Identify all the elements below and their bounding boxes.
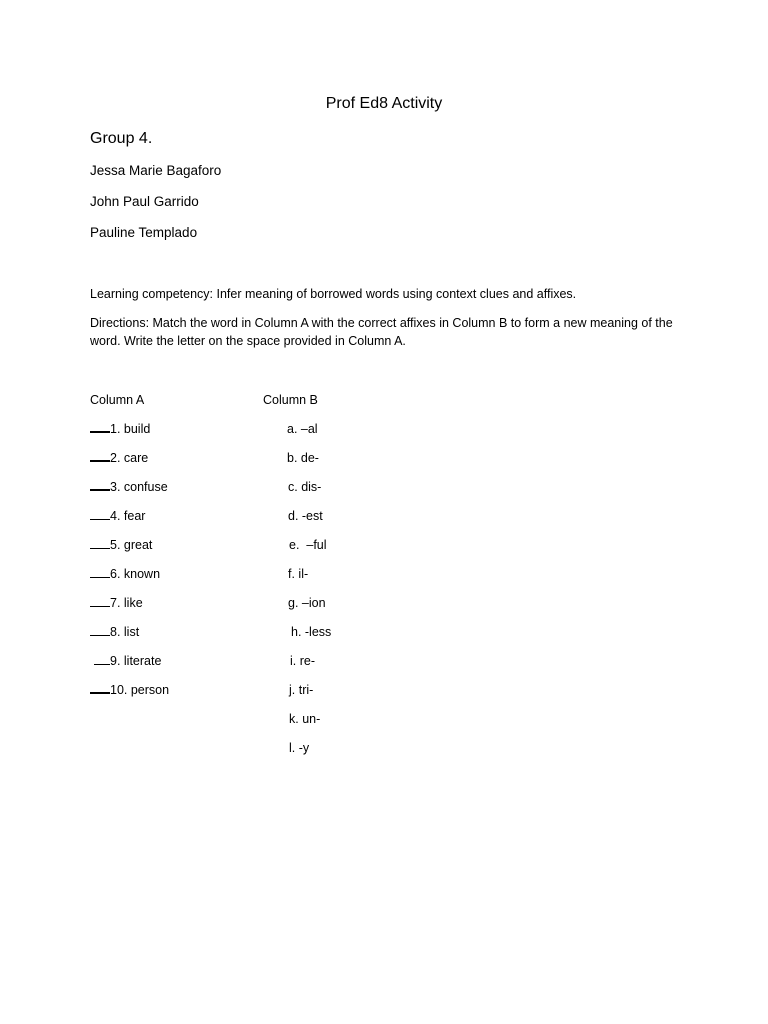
column-b-item: c. dis- xyxy=(288,480,322,494)
column-a-word: 2. care xyxy=(110,451,149,465)
column-b-item: e. –ful xyxy=(289,538,327,552)
column-a-item xyxy=(90,507,145,525)
column-a-header: Column A xyxy=(90,393,145,407)
column-a-word: 8. list xyxy=(110,625,140,639)
column-a-word: 5. great xyxy=(110,538,153,552)
answer-blank[interactable] xyxy=(90,566,110,578)
column-a-item xyxy=(90,623,139,641)
answer-blank[interactable] xyxy=(90,681,110,694)
column-b-item: f. il- xyxy=(288,567,309,581)
column-a-word: 3. confuse xyxy=(110,480,168,494)
column-a-item xyxy=(90,594,143,612)
member-name: John Paul Garrido xyxy=(90,194,199,209)
answer-blank[interactable] xyxy=(90,624,110,636)
column-b-item: h. -less xyxy=(291,625,332,639)
answer-blank[interactable] xyxy=(90,420,110,433)
column-b-item: i. re- xyxy=(290,654,315,668)
column-b-item: g. –ion xyxy=(288,596,326,610)
column-b-item: d. -est xyxy=(288,509,323,523)
column-a-item xyxy=(90,449,148,467)
column-b-item: k. un- xyxy=(289,712,321,726)
column-a-item xyxy=(90,536,152,554)
answer-blank[interactable] xyxy=(90,478,110,491)
column-a-item xyxy=(90,681,169,699)
member-name: Jessa Marie Bagaforo xyxy=(90,163,222,178)
column-b-item: l. -y xyxy=(289,741,310,755)
answer-blank[interactable] xyxy=(90,449,110,462)
column-a-item xyxy=(90,565,160,583)
answer-blank[interactable] xyxy=(90,508,110,520)
column-a-word: 10. person xyxy=(110,683,170,697)
column-a-item xyxy=(90,420,150,438)
learning-competency: Learning competency: Infer meaning of borrowed words using context clues and affixes. xyxy=(90,287,577,301)
column-a-item xyxy=(94,652,161,670)
column-b-item: b. de- xyxy=(287,451,319,465)
column-b-item: a. –al xyxy=(287,422,318,436)
document-title: Prof Ed8 Activity xyxy=(325,95,443,112)
answer-blank[interactable] xyxy=(90,537,110,549)
directions: Directions: Match the word in Column A with the correct affixes in Column B to form a new meaning of the word. Write the letter on the space provided in Column A. xyxy=(90,316,673,348)
column-b-item: j. tri- xyxy=(289,683,314,697)
answer-blank[interactable] xyxy=(90,595,110,607)
column-a-item xyxy=(90,478,168,496)
column-a-word: 1. build xyxy=(110,422,151,436)
column-a-word: 6. known xyxy=(110,567,161,581)
column-a-word: 4. fear xyxy=(110,509,146,523)
group-label: Group 4. xyxy=(90,130,153,147)
column-a-word: 7. like xyxy=(110,596,143,610)
column-a-word: 9. literate xyxy=(110,654,162,668)
column-b-header: Column B xyxy=(263,393,318,407)
member-name: Pauline Templado xyxy=(90,225,198,240)
answer-blank[interactable] xyxy=(94,653,110,665)
